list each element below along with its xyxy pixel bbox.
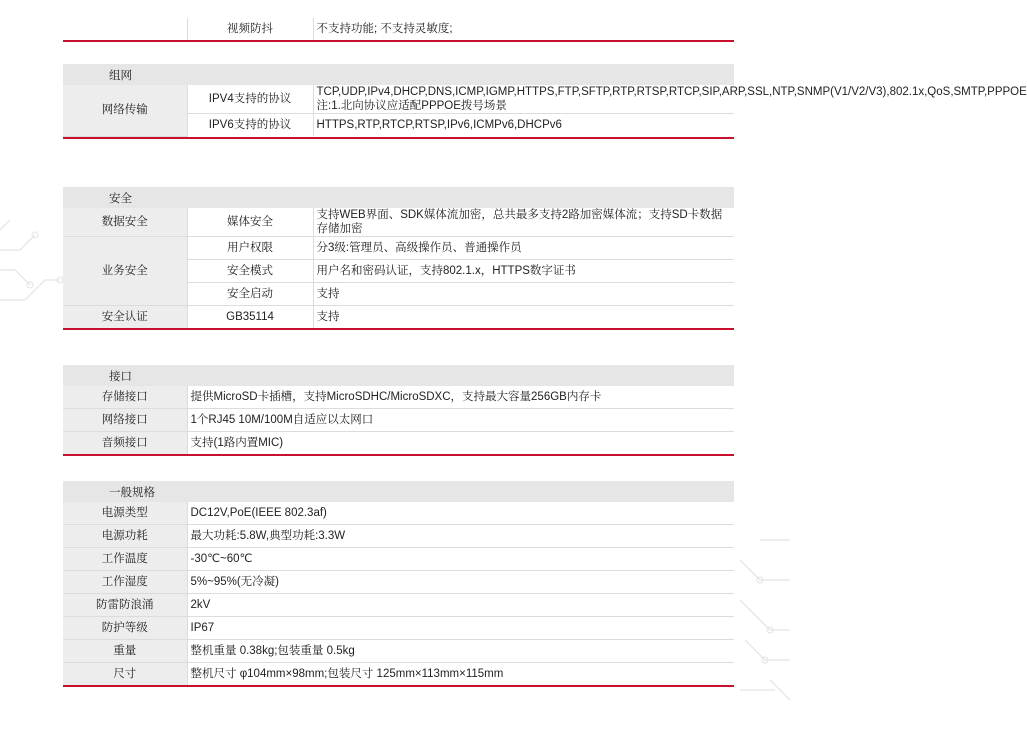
section-divider	[63, 685, 734, 687]
section-divider	[63, 454, 734, 456]
row-label: 网络接口	[63, 409, 187, 432]
section-header: 接口	[63, 365, 734, 386]
row-label: 防护等级	[63, 617, 187, 640]
row-label: 工作湿度	[63, 571, 187, 594]
interfaces-section	[63, 365, 734, 456]
group-label: 安全认证	[63, 306, 187, 329]
section-header: 组网	[63, 64, 734, 85]
row-label: 重量	[63, 640, 187, 663]
section-divider	[63, 40, 734, 42]
row-value: 用户名和密码认证，支持802.1.x，HTTPS数字证书	[313, 260, 734, 283]
section-divider	[63, 328, 734, 330]
section-header: 安全	[63, 187, 734, 208]
row-value: 1个RJ45 10M/100M自适应以太网口	[187, 409, 734, 432]
network-section	[63, 64, 1027, 139]
row-value: 支持	[316, 311, 340, 323]
row-label: 电源类型	[63, 502, 187, 525]
row-label: IPV4支持的协议	[187, 85, 313, 114]
row-value: 5%~95%(无冷凝)	[187, 571, 734, 594]
row-label: 工作温度	[63, 548, 187, 571]
row-label: 安全模式	[187, 260, 313, 283]
row-label: 音频接口	[63, 432, 187, 455]
row-value: 不支持功能; 不支持灵敏度;	[316, 23, 453, 35]
row-value: 最大功耗:5.8W,典型功耗:3.3W	[187, 525, 734, 548]
row-label: 电源功耗	[63, 525, 187, 548]
row-value: 支持WEB界面、SDK媒体流加密，总共最多支持2路加密媒体流；支持SD卡数据存储加密	[313, 208, 734, 237]
video-stabilization-section	[63, 18, 734, 42]
row-label: GB35114	[187, 306, 313, 329]
group-label: 业务安全	[63, 237, 187, 306]
row-label: 防雷防浪涌	[63, 594, 187, 617]
row-label: 用户权限	[187, 237, 313, 260]
row-value: 提供MicroSD卡插槽，支持MicroSDHC/MicroSDXC，支持最大容量256GB内存卡	[187, 386, 734, 409]
row-value: IP67	[187, 617, 734, 640]
row-value: 整机重量 0.38kg;包装重量 0.5kg	[187, 640, 734, 663]
row-value: 分3级:管理员、高级操作员、普通操作员	[313, 237, 734, 260]
general-section	[63, 481, 734, 687]
row-value: 支持	[313, 283, 734, 306]
row-value: 2kV	[187, 594, 734, 617]
row-label: 安全启动	[187, 283, 313, 306]
row-value: DC12V,PoE(IEEE 802.3af)	[187, 502, 734, 525]
row-value: -30℃~60℃	[187, 548, 734, 571]
row-value: 整机尺寸 φ104mm×98mm;包装尺寸 125mm×113mm×115mm	[190, 668, 504, 680]
row-label: 存储接口	[63, 386, 187, 409]
section-header: 一般规格	[63, 481, 734, 502]
row-value: TCP,UDP,IPv4,DHCP,DNS,ICMP,IGMP,HTTPS,FTP,SFTP,RTP,RTSP,RTCP,SIP,ARP,SSL,NTP,SNMP(V1/V2/V3),802.1x,QoS,SMTP,PPPOE 注:1.北向协议应适配PPPOE拨号场景	[313, 85, 734, 114]
row-label: IPV6支持的协议	[187, 114, 313, 137]
row-label: 视频防抖	[187, 18, 313, 40]
security-section	[63, 187, 734, 330]
row-label: 媒体安全	[187, 208, 313, 237]
group-label: 网络传输	[63, 85, 187, 136]
row-label: 尺寸	[63, 663, 187, 686]
group-label: 数据安全	[63, 208, 187, 237]
section-divider	[63, 137, 734, 139]
row-value: 支持(1路内置MIC)	[190, 437, 284, 449]
row-value: HTTPS,RTP,RTCP,RTSP,IPv6,ICMPv6,DHCPv6	[316, 119, 562, 131]
